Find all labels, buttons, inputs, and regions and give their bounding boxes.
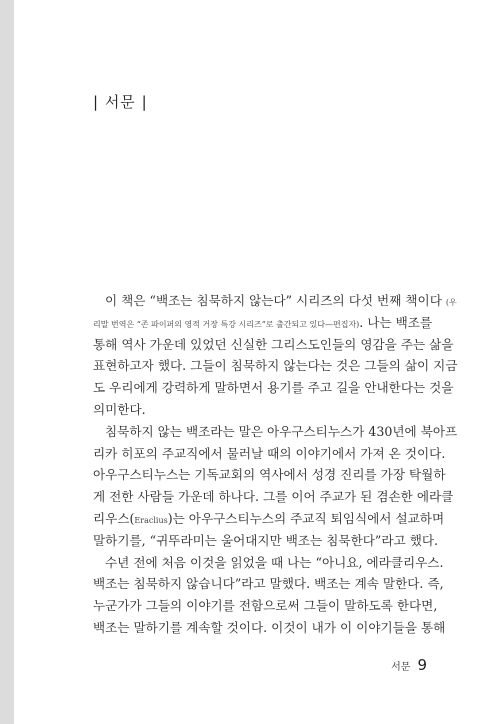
text-line: 수년 전에 처음 이것을 읽었을 때 나는 “아니요, 에라클리우스. xyxy=(105,554,444,570)
text-line: 의미한다. xyxy=(93,401,146,417)
text-line: 통해 역사 가운데 있었던 신실한 그리스도인들의 영감을 주는 삶을 xyxy=(93,336,454,352)
text-line: 게 전한 사람들 가운데 하나다. 그를 이어 주교가 된 겸손한 에라클 xyxy=(93,489,454,505)
text-line: 아우구스티누스는 기독교회의 역사에서 성경 진리를 가장 탁월하 xyxy=(93,467,446,483)
text-line: 백조는 말하기를 계속할 것이다. 이것이 내가 이 이야기들을 통해 xyxy=(93,619,446,635)
text-line: 표현하고자 했다. 그들이 침묵하지 않는다는 것은 그들의 삶이 지금 xyxy=(93,358,458,374)
text-line: 백조는 침묵하지 않습니다”라고 말했다. 백조는 계속 말한다. 즉, xyxy=(93,576,444,592)
body-text xyxy=(93,290,458,639)
text-line: 도 우리에게 강력하게 말하면서 용기를 주고 길을 안내한다는 것을 xyxy=(93,380,454,396)
page-number: 9 xyxy=(417,656,427,674)
section-heading: | 서문 | xyxy=(93,93,148,111)
running-footer-label: 서문 xyxy=(391,662,411,673)
text-line: 이 책은 “백조는 침묵하지 않는다” 시리즈의 다섯 번째 책이다 (우 xyxy=(105,293,457,308)
text-line: 리카 히포의 주교직에서 물러날 때의 이야기에서 가져 온 것이다. xyxy=(93,445,446,461)
text-line: 리말 번역은 “존 파이퍼의 영적 거장 특강 시리즈”로 출간되고 있다—편집자). 나는 백조를 xyxy=(93,314,433,330)
text-line: 말하기를, “귀뚜라미는 울어대지만 백조는 침묵한다”라고 했다. xyxy=(93,532,439,548)
text-line: 리우스(Eraclius)는 아우구스티누스의 주교직 퇴임식에서 설교하며 xyxy=(93,510,445,526)
page-edge-strip xyxy=(0,0,14,724)
text-line: 침묵하지 않는 백조라는 말은 아우구스티누스가 430년에 북아프 xyxy=(105,423,458,439)
page-footer xyxy=(391,656,427,674)
text-line: 누군가가 그들의 이야기를 전함으로써 그들이 말하도록 한다면, xyxy=(93,598,438,614)
